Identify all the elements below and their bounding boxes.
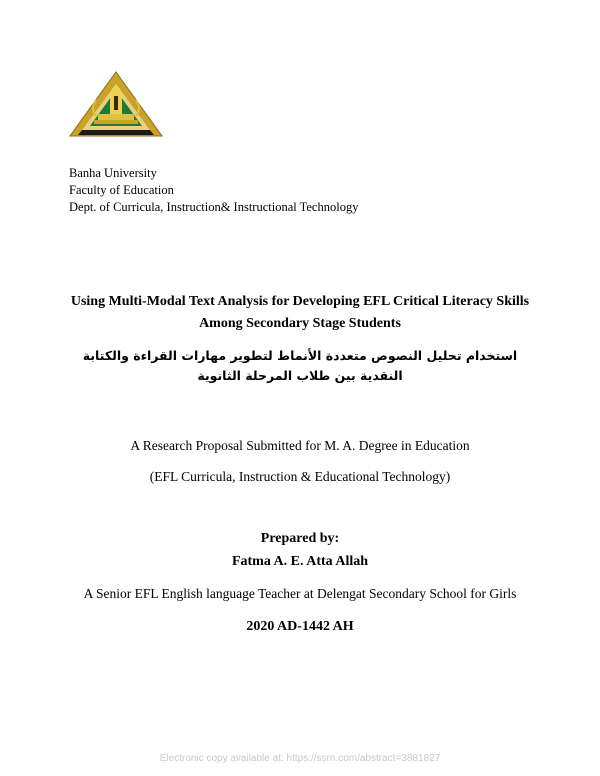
affiliation-block bbox=[69, 165, 358, 216]
author-position: A Senior EFL English language Teacher at Delengat Secondary School for Girls bbox=[83, 586, 517, 601]
banha-university-seal-icon bbox=[68, 70, 164, 138]
university-name: Banha University bbox=[69, 166, 157, 180]
university-logo bbox=[68, 70, 164, 138]
title-line-1: Using Multi-Modal Text Analysis for Developing EFL Critical Literacy Skills bbox=[70, 294, 530, 309]
prepared-by-label: Prepared by: bbox=[260, 531, 340, 546]
date-line: 2020 AD-1442 AH bbox=[246, 619, 354, 634]
english-title bbox=[50, 291, 550, 335]
faculty-name: Faculty of Education bbox=[69, 183, 174, 197]
program-name: (EFL Curricula, Instruction & Educational Technology) bbox=[149, 469, 451, 484]
arabic-title: استخدام تحليل النصوص متعددة الأنماط لتطوير مهارات القراءة والكتابة النقدية بين طلاب المرحلة الثانوية bbox=[82, 348, 518, 383]
title-line-2: Among Secondary Stage Students bbox=[199, 316, 401, 331]
proposal-statement: A Research Proposal Submitted for M. A. Degree in Education bbox=[130, 438, 470, 453]
ssrn-watermark: Electronic copy available at: https://ssrn.com/abstract=3881827 bbox=[159, 753, 441, 764]
department-name: Dept. of Curricula, Instruction& Instructional Technology bbox=[69, 200, 359, 214]
author-name: Fatma A. E. Atta Allah bbox=[231, 554, 369, 569]
